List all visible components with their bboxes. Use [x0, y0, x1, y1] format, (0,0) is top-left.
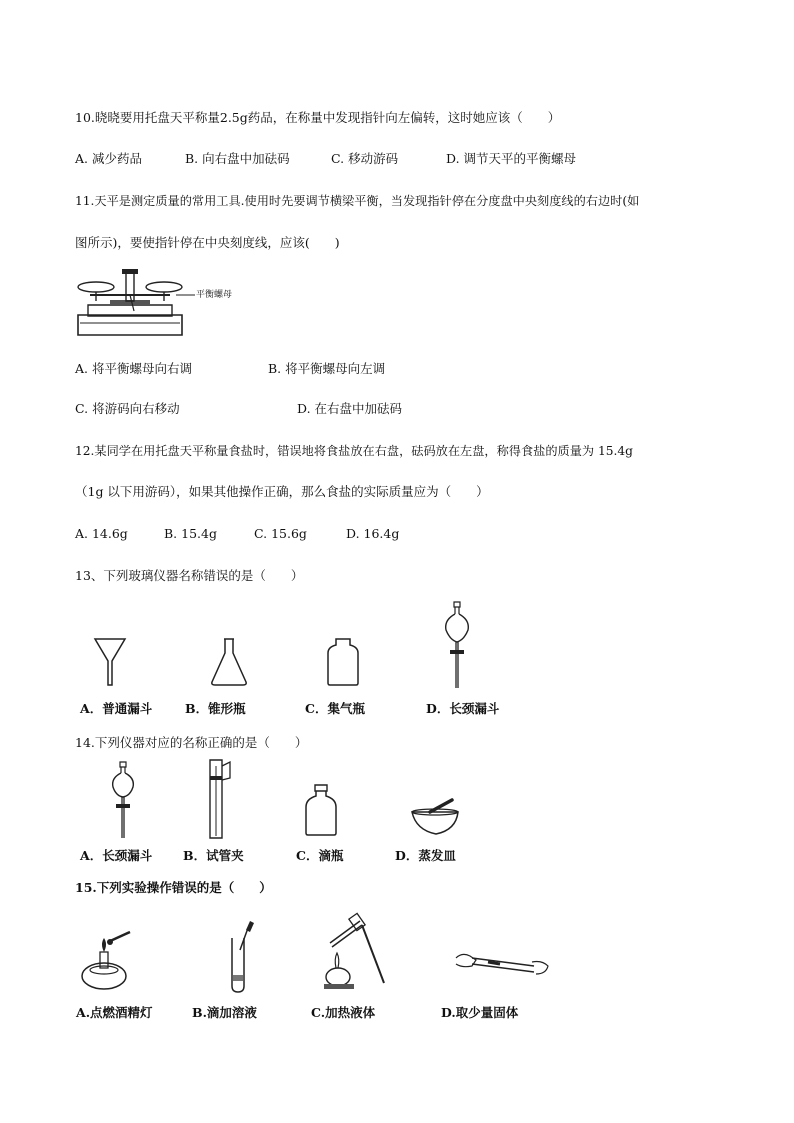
q10-stem: 10.晓晓要用托盘天平称量2.5g药品，在称量中发现指针向左偏转，这时她应该（ ） — [75, 110, 561, 125]
q11-option-d: D. 在右盘中加砝码 — [297, 401, 403, 416]
q13-label-c: C．集气瓶 — [305, 701, 365, 716]
q14-label-c: C．滴瓶 — [296, 848, 344, 863]
q10-option-c: C. 移动游码 — [331, 151, 399, 166]
heating-liquid-icon — [320, 913, 390, 991]
balance-nut-label: 平衡螺母 — [196, 290, 233, 300]
separatory-funnel-icon — [442, 600, 472, 690]
q10-option-a: A. 减少药品 — [75, 151, 142, 166]
q11-option-b: B. 将平衡螺母向左调 — [268, 361, 386, 376]
q10-option-b: B. 向右盘中加砝码 — [185, 151, 290, 166]
gas-jar-icon — [326, 637, 360, 687]
q14-label-a: A．长颈漏斗 — [80, 848, 153, 863]
q15-stem: 15.下列实验操作错误的是（ ） — [75, 880, 272, 895]
q15-label-c: C.加热液体 — [311, 1005, 376, 1020]
q12-option-b: B. 15.4g — [164, 526, 217, 541]
q11-option-c: C. 将游码向右移动 — [75, 401, 180, 416]
q15-label-a: A.点燃酒精灯 — [76, 1005, 153, 1020]
q13-label-b: B．锥形瓶 — [185, 701, 246, 716]
reagent-bottle-icon — [304, 783, 338, 837]
funnel-icon — [93, 637, 127, 687]
q15-label-b: B.滴加溶液 — [192, 1005, 257, 1020]
q12-option-c: C. 15.6g — [254, 526, 307, 541]
q14-stem: 14.下列仪器对应的名称正确的是（ ） — [75, 735, 308, 750]
solid-sampling-icon — [452, 946, 552, 978]
q13-label-d: D．长颈漏斗 — [426, 701, 500, 716]
q11-option-a: A. 将平衡螺母向右调 — [75, 361, 192, 376]
q12-stem-line2: （1g 以下用游码），如果其他操作正确，那么食盐的实际质量应为（ ） — [75, 484, 489, 499]
q12-option-a: A. 14.6g — [75, 526, 128, 541]
q12-stem-line1: 12.某同学在用托盘天平称量食盐时，错误地将食盐放在右盘，砝码放在左盘，称得食盐的质量为 15.4g — [75, 444, 633, 458]
conical-flask-icon — [209, 637, 249, 687]
q13-label-a: A．普通漏斗 — [80, 701, 153, 716]
q14-label-b: B．试管夹 — [183, 848, 244, 863]
q10-option-d: D. 调节天平的平衡螺母 — [446, 151, 577, 166]
mortar-pestle-icon — [410, 798, 460, 838]
q12-option-d: D. 16.4g — [346, 526, 400, 541]
q15-label-d: D.取少量固体 — [441, 1005, 519, 1020]
q13-stem: 13、下列玻璃仪器名称错误的是（ ） — [75, 568, 304, 583]
q11-stem-line1: 11.天平是测定质量的常用工具.使用时先要调节横梁平衡，当发现指针停在分度盘中央刻度线的右边时(如 — [75, 194, 640, 208]
test-tube-holder-icon — [204, 758, 234, 840]
q11-stem-line2: 图所示)，要使指针停在中央刻度线，应该( ) — [75, 235, 340, 250]
dropper-test-tube-icon — [226, 920, 256, 995]
separatory-funnel-icon — [108, 760, 138, 840]
q14-label-d: D．蒸发皿 — [395, 848, 456, 863]
alcohol-lamp-lighting-icon — [78, 930, 138, 992]
